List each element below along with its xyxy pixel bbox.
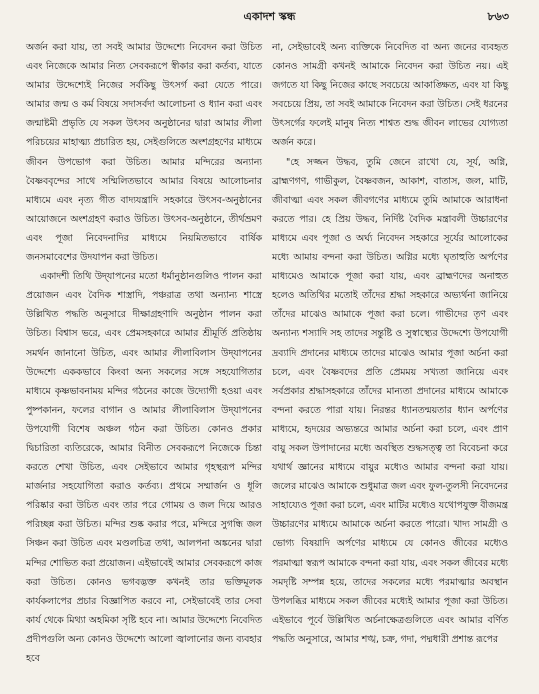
paragraph: একাদশী তিথি উদ্‌যাপনের মতো ধর্মানুষ্ঠানগুলিও পালন করা প্রয়োজন এবং বৈদিক শাস্ত্রাদি, পঞ্চরাত্র তথা অন্যান্য শাস্ত্রে উল্লিখিত পদ্ধতি অনুসারে দীক্ষাগ্রহণাদি অনুষ্ঠান পালন করা উচিত। বিশ্বাস ভরে, এবং প্রেমসহকারে আমার শ্রীমূর্তি প্রতিষ্ঠায় সমর্থন জানানো উচিত, এবং আমার লীলাবিলাস উদ্‌যাপনের উদ্দেশ্যে এককভাবে কিংবা অন্য সকলের সঙ্গে সহযোগিতার মাধ্যমে কৃষ্ণভাবনাময় মন্দির গঠনের কাজে উদ্যোগী হওয়া এবং পুষ্পকানন, ফলের বাগান ও আমার লীলাবিলাস উদ্‌যাপনের উপযোগী বিশেষ অঞ্চল গঠন করা উচিত। কোনও প্রকার দ্বিচারিতা ব্যতিরেকে, আমার বিনীত সেবকরূপে নিজেকে চিন্তা করতে শেখা উচিত, এবং সেইভাবে আমার গৃহস্থরূপ মন্দির মার্জনার সহযোগিতা করাও কর্তব্য। প্রথমে সম্মার্জন ও ধূলি পরিষ্কার করা উচিত এবং তার পরে গোময় ও জল দিয়ে আরও পরিচ্ছন্ন করা উচিত। মন্দির শুষ্ক করার পরে, মন্দিরে সুগন্ধি জল সিঞ্চন করা উচিত এবং মণ্ডলচিত্র তথা, আলপনা অঙ্কনের দ্বারা মন্দির শোভিত করা প্রয়োজন। এইভাবেই আমার সেবকরূপে কাজ করা উচিত। কোনও ভগবদ্ভক্ত কখনই তার ভক্তিমূলক কার্যকলাপের প্রচার বিজ্ঞাপিত করবে না, সেইভাবেই তার সেবা কার্য থেকে মিথ্যা অহমিকা সৃষ্টি হবে না। আমার উদ্দেশ্যে নিবেদিত প্রদীপগুলি অন্য কোনও উদ্দেশ্যে আলো জ্বালানোর জন্য ব্যবহার হবে: [26, 271, 262, 664]
paragraph: না, সেইভাবেই অন্য ব্যক্তিকে নিবেদিত বা অন্য জনের ব্যবহৃত কোনও সামগ্রী কখনই আমাকে নিবেদন করা উচিত নয়। এই জগতে যা কিছু নিজের কাছে সবচেয়ে আকাঙ্ক্ষিত, এবং যা কিছু সবচেয়ে প্রিয়, তা সবই আমাকে নিবেদন করা উচিত। সেই ধরনের উৎসর্গের ফলেই মানুষ নিত্য শাশ্বত শুদ্ধ জীবন লাভের যোগ্যতা অর্জন করে।: [272, 42, 508, 149]
left-column: [26, 38, 262, 668]
running-title: একাদশ স্কন্ধ: [243, 10, 296, 23]
page-header: [0, 8, 539, 26]
page-number: ৮৬৩: [487, 10, 509, 23]
paragraph: "হে সজ্জন উদ্ধব, তুমি জেনে রাখো যে, সূর্য, অগ্নি, ব্রাহ্মণগণ, গাভীকুল, বৈষ্ণবজন, আকাশ, বাতাস, জল, মাটি, জীবাত্মা এবং সকল জীবগণের মাধ্যমে তুমি আমাকে আরাধনা করতে পার। হে প্রিয় উদ্ধব, নির্দিষ্ট বৈদিক মন্ত্রাবলী উচ্চারণের মাধ্যমে এবং পূজা ও অর্ঘ্য নিবেদন সহকারে সূর্যের আলোকের মধ্যে আমায় বন্দনা করা উচিত। অগ্নির মধ্যে ঘৃতাহুতি অর্পণের মাধ্যমেও আমাকে পূজা করা যায়, এবং ব্রাহ্মণদের অনাহুত হলেও অতিথির মতোই তাঁদের শ্রদ্ধা সহকারে অভ্যর্থনা জানিয়ে তাঁদের মাঝেও আমাকে পূজা করা চলে। গাভীদের তৃণ এবং অন্যান্য শস্যাদি সহ তাদের সন্তুষ্টি ও সুস্বাস্থ্যের উদ্দেশ্যে উপযোগী দ্রব্যাদি প্রদানের মাধ্যমে তাদের মাঝেও আমার পূজা অর্চনা করা চলে, এবং বৈষ্ণবদের প্রতি প্রেমময় সখ্যতা জানিয়ে এবং সর্বপ্রকার শ্রদ্ধাসহকারে তাঁদের মান্যতা প্রদানের মাধ্যমে আমাকে বন্দনা করতে পারা যায়। নিরন্তর ধ্যানতন্ময়তার ধ্যান অর্পণের মাধ্যমে, হৃদয়ের অভ্যন্তরে আমার অর্চনা করা চলে, এবং প্রাণ বায়ু সকল উপাদানের মধ্যে অবস্থিত শুদ্ধসত্ত্ব তা বিবেচনা করে যথার্থ জ্ঞানের মাধ্যমে বায়ুর মধ্যেও আমার বন্দনা করা যায়। জলের মাঝেও আমাকে শুধুমাত্র জল এবং ফুল-তুলসী নিবেদনের সাহায্যেও পূজা করা চলে, এবং মাটির মধ্যেও যথোপযুক্ত বীজমন্ত্র উচ্চারণের মাধ্যমে আমাকে অর্চনা করতে পারো। খাদ্য সামগ্রী ও ভোগ্য বিষয়াদি অর্পণের মাধ্যমে যে কোনও জীবের মধ্যেও পরমাত্মা স্বরূপ আমাকে বন্দনা করা যায়, এবং সকল জীবের মধ্যে সমদৃষ্টি সম্পন্ন হয়ে, তাদের সকলের মধ্যে পরমাত্মার অবস্থান উপলব্ধির মাধ্যমে সকল জীবের মধ্যেই আমার পূজা করা উচিত। এইভাবে পূর্বে উল্লিখিত অর্চনাক্ষেত্রগুলিতে এবং আমার বর্ণিত পদ্ধতি অনুসারে, আমার শঙ্খ, চক্র, গদা, পদ্মধারী প্রশান্ত রূপের: [272, 156, 508, 645]
right-column: [272, 38, 508, 649]
paragraph: অর্জন করা যায়, তা সবই আমার উদ্দেশ্যে নিবেদন করা উচিত এবং নিজেকে আমার নিত্য সেবকরূপে স্বীকার করা কর্তব্য, যাতে আমার উদ্দেশ্যেই নিজের সর্বকিছু উৎসর্গ করা যেতে পারে। আমার জন্ম ও কর্ম বিষয়ে সদাসর্বদা আলোচনা ও ধ্যান করা এবং জন্মাষ্টমী প্রভৃতি যে সকল উৎসব অনুষ্ঠানের দ্বারা আমার লীলা পরিচয়ের মাহাত্ম্য প্রচারিত হয়, সেইগুলিতে অংশগ্রহণের মাধ্যমে জীবন উপভোগ করা উচিত। আমার মন্দিরের অন্যান্য বৈষ্ণববৃন্দের সাথে সম্মিলিতভাবে আমার বিষয়ে আলোচনার মাধ্যমে এবং নৃত্য গীত বাদ্যযন্ত্রাদি সহকারে উৎসব-অনুষ্ঠানের আয়োজনে অংশগ্রহণ করাও উচিত। উৎসব-অনুষ্ঠানে, তীর্থভ্রমণ এবং পূজা নিবেদনাদির মাধ্যমে নিয়মিতভাবে বার্ষিক জনসমাবেশের উদযাপন করা উচিত।: [26, 42, 262, 264]
